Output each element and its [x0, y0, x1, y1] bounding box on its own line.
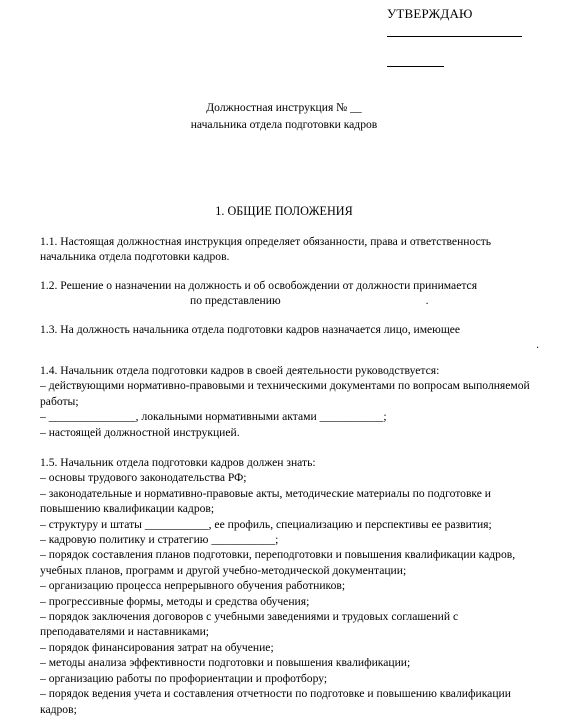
list-item: – организацию работы по профориентации и профотбору; [40, 671, 328, 685]
approver-signature-line [387, 36, 522, 37]
list-item: 1.4. Начальник отдела подготовки кадров в своей деятельности руководствуется: [40, 364, 440, 377]
document-title: Должностная инструкция № __ [206, 101, 362, 114]
list-item: – порядок заключения договоров с учебными заведениями и трудовых соглашений с преподавателями и наставниками; [40, 610, 459, 639]
list-item: – порядок ведения учета и составления отчетности по подготовке и повышению квалификации кадров; [40, 687, 511, 716]
paragraph-1-3 [40, 322, 545, 353]
paragraph-text: 1.1. Настоящая должностная инструкция определяет обязанности, права и ответственность начальника отдела подготовки кадров. [40, 235, 492, 264]
approval-date-line [387, 66, 444, 67]
paragraph-text [40, 293, 545, 308]
paragraph-1-1 [40, 234, 545, 265]
list-item: – порядок составления планов подготовки, переподготовки и повышения квалификации кадров, учебных планов, программ и другой учебно-методической документации; [40, 548, 516, 577]
list-item: – законодательные и нормативно-правовые акты, методические материалы по подготовке и повышению квалификации кадров; [40, 486, 492, 516]
paragraph-text: 1.3. На должность начальника отдела подготовки кадров назначается лицо, имеющее [40, 323, 461, 336]
list-item: – кадровую политику и стратегию ___________; [40, 533, 279, 547]
paragraph-1-2 [40, 278, 545, 309]
list-item: – _______________, локальными нормативными актами ___________; [40, 410, 387, 424]
list-item: – действующими нормативно-правовыми и техническими документами по вопросам выполняемой работы; [40, 379, 530, 408]
list-item: – методы анализа эффективности подготовки и повышения квалификации; [40, 656, 411, 670]
list-item: 1.5. Начальник отдела подготовки кадров должен знать: [40, 456, 316, 469]
paragraph-1-4 [40, 363, 545, 440]
paragraph-1-5 [40, 455, 545, 717]
list-item: – основы трудового законодательства РФ; [40, 471, 247, 485]
approval-stamp: УТВЕРЖДАЮ [387, 6, 473, 21]
list-item: – структуру и штаты ___________, ее профиль, специализацию и перспективы ее развития; [40, 517, 492, 531]
list-item: – прогрессивные формы, методы и средства обучения; [40, 594, 310, 608]
section-heading: 1. ОБЩИЕ ПОЛОЖЕНИЯ [215, 204, 353, 218]
paragraph-text: . [536, 338, 539, 352]
paragraph-text: . [425, 294, 429, 308]
list-item: – порядок финансирования затрат на обучение; [40, 640, 274, 654]
paragraph-text: 1.2. Решение о назначении на должность и об освобождении от должности принимается [40, 279, 478, 292]
paragraph-text: по представлению [190, 294, 281, 308]
list-item: – настоящей должностной инструкцией. [40, 425, 240, 439]
list-item: – организацию процесса непрерывного обучения работников; [40, 579, 346, 593]
document-subtitle: начальника отдела подготовки кадров [190, 118, 378, 131]
